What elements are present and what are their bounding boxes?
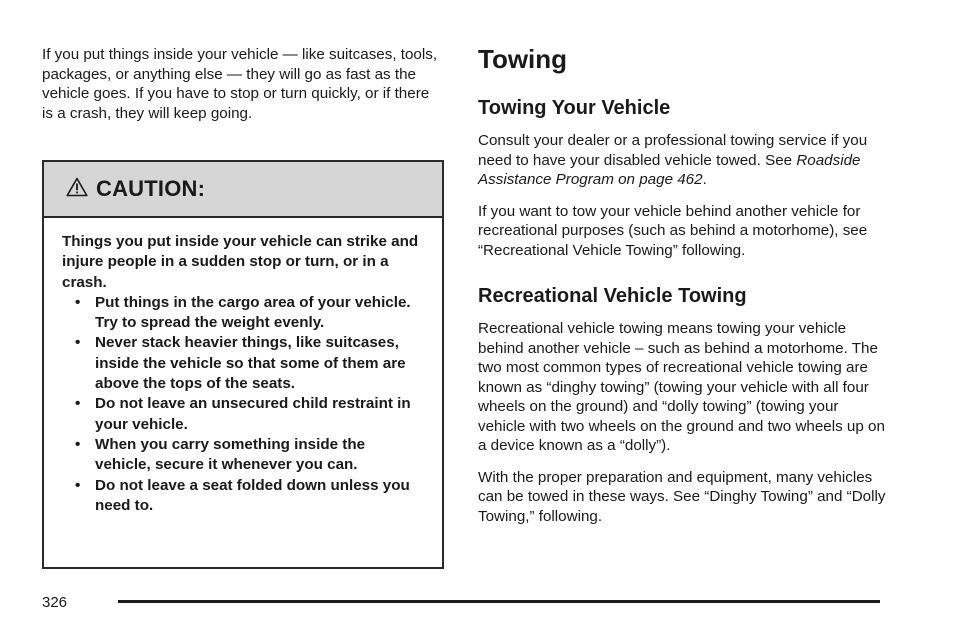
section-heading-recreational-vehicle-towing: Recreational Vehicle Towing — [478, 285, 747, 307]
caution-box — [42, 160, 444, 569]
caution-header — [44, 162, 442, 218]
page-title: Towing — [478, 44, 568, 74]
section2-paragraph-1: Recreational vehicle towing means towing your vehicle behind another vehicle – such as behind a motorhome. The two most common types of recreational vehicle towing are known as “dinghy towing” (towing your vehicle with all four wheels on the ground) and “dolly towing” (towing your vehicle with two wheels on the ground and two wheels up on a device known as a “dolly”). — [478, 320, 885, 454]
section-heading-towing-your-vehicle: Towing Your Vehicle — [478, 97, 671, 119]
section1-paragraph-2: If you want to tow your vehicle behind another vehicle for recreational purposes (such as behind a motorhome), see “Recreational Vehicle Towing” following. — [478, 202, 868, 259]
list-item: • When you carry something inside the vehicle, secure it whenever you can. — [75, 435, 366, 474]
section2-paragraph-2: With the proper preparation and equipment, many vehicles can be towed in these ways. See “Dinghy Towing” and “Dolly Towing,” following. — [478, 468, 886, 525]
footer-rule — [118, 600, 880, 603]
page-number: 326 — [42, 594, 68, 611]
caution-lead: Things you put inside your vehicle can strike and injure people in a sudden stop or turn, or in a crash. — [62, 233, 419, 291]
right-column — [478, 40, 888, 526]
caution-title: CAUTION: — [96, 176, 206, 201]
caution-body — [44, 218, 442, 516]
list-item: • Do not leave a seat folded down unless you need to. — [75, 476, 410, 514]
left-column — [42, 45, 444, 123]
intro-paragraph: If you put things inside your vehicle — like suitcases, tools, packages, or anything else — they will go as fast as the vehicle goes. If you have to stop or turn quickly, or if there is a crash, they will keep going. — [42, 46, 438, 122]
list-item: • Never stack heavier things, like suitcases, inside the vehicle so that some of them are above the tops of the seats. — [75, 334, 406, 393]
cross-reference: Roadside Assistance Program on page 462 — [478, 151, 861, 188]
list-item: • Put things in the cargo area of your vehicle. Try to spread the weight evenly. — [75, 293, 411, 332]
section1-paragraph-1: Consult your dealer or a professional towing service if you need to have your disabled vehicle towed. See Roadside Assistance Program on page 462. — [478, 132, 868, 188]
warning-triangle-icon — [66, 177, 88, 202]
caution-list — [62, 293, 422, 516]
list-item: • Do not leave an unsecured child restraint in your vehicle. — [75, 395, 411, 433]
